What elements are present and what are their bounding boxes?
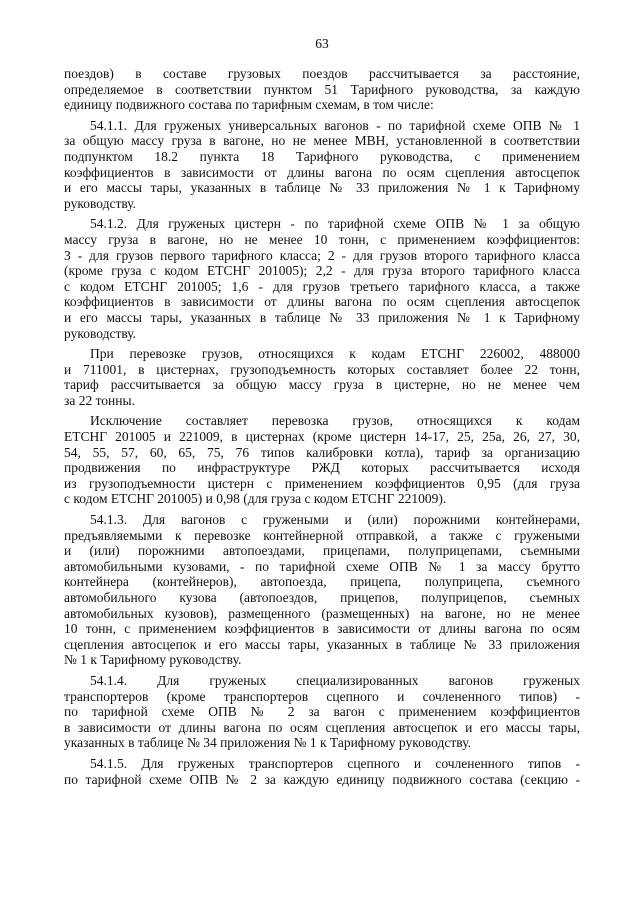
text-line: автомобильными кузовами, - по тарифной схеме ОПВ № 1 за массу брутто	[64, 558, 580, 574]
text-line: продвижения по инфраструктуре РЖД которых рассчитывается исходя	[64, 460, 580, 476]
text-line: ЕТСНГ 201005 и 221009, в цистернах (кроме цистерн 14-17, 25, 25а, 26, 27, 30,	[64, 429, 580, 445]
text-line: 54.1.1. Для груженых универсальных вагонов - по тарифной схеме ОПВ № 1	[90, 117, 580, 133]
text-line: и (или) порожними автопоездами, прицепами, полуприцепами, съемными	[64, 543, 580, 559]
text-line: 54.1.5. Для груженых транспортеров сцепного и сочлененного типов -	[90, 755, 580, 771]
paragraph-p3	[64, 346, 580, 408]
text-line: транспортеров (кроме транспортеров сцепного и сочлененного типов) -	[64, 688, 580, 704]
text-line: из грузоподъемности цистерн с применением коэффициентов 0,95 (для груза	[64, 475, 580, 491]
text-line: 54.1.2. Для груженых цистерн - по тарифной схеме ОПВ № 1 за общую	[90, 216, 580, 232]
text-line: 10 тонн, с применением коэффициентов в зависимости от длины вагона по осям	[64, 621, 580, 637]
text-line: контейнера (контейнеров), автопоезда, прицепа, полуприцепа, съемного	[64, 574, 580, 590]
text-line: указанных в таблице № 34 приложения № 1 к Тарифному руководству.	[64, 735, 471, 751]
paragraph-p2	[64, 216, 580, 341]
text-line: единицу подвижного состава по тарифным схемам, в том числе:	[64, 97, 434, 113]
text-line: с кодом ЕТСНГ 201005) и 0,98 (для груза с кодом ЕТСНГ 221009).	[64, 491, 447, 507]
text-line: 54, 55, 57, 60, 65, 75, 76 типов калибровки котла), тариф за организацию	[64, 444, 580, 460]
text-line: поездов) в составе грузовых поездов рассчитывается за расстояние,	[64, 66, 580, 81]
text-line: коэффициентов в зависимости от длины вагона по осям сцепления автосцепок	[64, 294, 580, 310]
text-line: (кроме груза с кодом ЕТСНГ 201005); 2,2 - для груза второго тарифного класса	[64, 263, 580, 279]
paragraph-p6	[64, 673, 580, 751]
text-line: и его массы тары, указанных в таблице № 33 приложения № 1 к Тарифному	[64, 309, 580, 325]
text-line: автомобильного кузова (автопоездов, прицепов, полуприцепов, съемных	[64, 590, 580, 605]
text-line: и 711001, в цистернах, грузоподъемность которых составляет более 22 тонн,	[64, 361, 580, 377]
text-line: коэффициентов в зависимости от длины вагона по осям сцепления автосцепок	[64, 164, 580, 180]
text-line: подпунктом 18.2 пункта 18 Тарифного руководства, с применением	[64, 148, 580, 164]
text-line: автомобильных кузовов), размещенного (размещенных) на вагоне, но не менее	[64, 605, 580, 621]
text-line: 54.1.4. Для груженых специализированных вагонов груженых	[90, 672, 580, 688]
text-line: Исключение составляет перевозка грузов, относящихся к кодам	[90, 413, 580, 429]
text-line: в зависимости от длины вагона по осям сцепления автосцепок и его массы тары,	[64, 719, 580, 735]
paragraph-p1	[64, 118, 580, 212]
text-line: массу груза в вагоне, но не менее 10 тонн, с применением коэффициентов:	[64, 231, 580, 247]
text-line: по тарифной схеме ОПВ № 2 за вагон с применением коэффициентов	[64, 704, 580, 720]
text-line: сцепления автосцепок и его массы тары, указанных в таблице № 33 приложения	[64, 636, 580, 652]
paragraph-p0	[64, 66, 580, 113]
paragraph-p7	[64, 756, 580, 787]
text-line: руководству.	[64, 195, 137, 211]
page-number: 63	[315, 36, 329, 51]
text-line: за общую массу груза в вагоне, но не менее МВН, установленной в соответствии	[64, 133, 580, 149]
text-line: определяемое в соответствии пунктом 51 Тарифного руководства, за каждую	[64, 81, 580, 97]
text-line: 3 - для грузов первого тарифного класса; 2 - для грузов второго тарифного класса	[64, 247, 580, 263]
text-line: руководству.	[64, 325, 137, 341]
text-line: и его массы тары, указанных в таблице № 33 приложения № 1 к Тарифному	[64, 180, 580, 196]
text-line: по тарифной схеме ОПВ № 2 за каждую единицу подвижного состава (секцию -	[64, 771, 580, 787]
paragraph-p4	[64, 413, 580, 507]
text-line: с кодом ЕТСНГ 201005; 1,6 - для грузов третьего тарифного класса, а также	[64, 278, 580, 294]
text-line: При перевозке грузов, относящихся к кодам ЕТСНГ 226002, 488000	[90, 346, 580, 362]
text-line: предъявляемыми к перевозке контейнерной отправкой, а также с гружеными	[64, 527, 580, 543]
paragraph-p5	[64, 512, 580, 668]
document-body	[64, 66, 580, 787]
text-line: тариф рассчитывается за общую массу груза в цистерне, но не менее чем	[64, 377, 580, 393]
text-line: 54.1.3. Для вагонов с гружеными и (или) порожними контейнерами,	[90, 512, 580, 528]
text-line: за 22 тонны.	[64, 392, 135, 408]
text-line: № 1 к Тарифному руководству.	[64, 652, 242, 668]
